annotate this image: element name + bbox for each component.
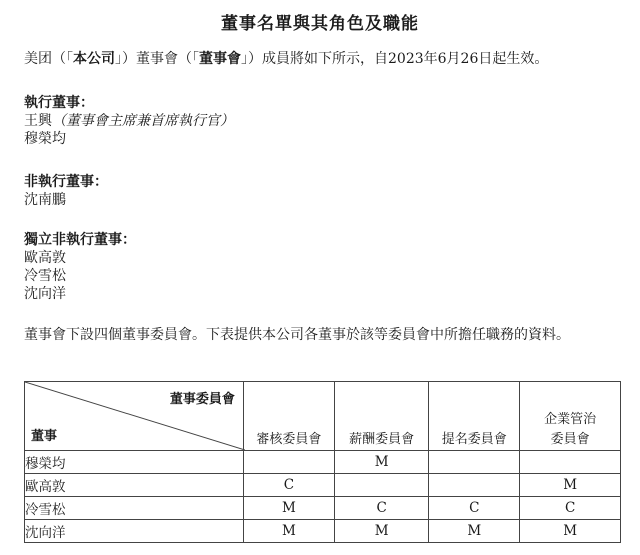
cell-governance [520, 451, 621, 474]
independent-director-1 [24, 249, 66, 267]
diagonal-header-cell [25, 382, 244, 451]
header-director-label: 董事 [31, 429, 58, 444]
director-role: （董事會主席兼首席執行官） [52, 113, 234, 129]
independent-director-3 [24, 285, 66, 303]
cell-audit: M [243, 520, 334, 543]
column-header-governance-label: 企業管治委員會 [544, 412, 597, 447]
executive-directors-heading: 執行董事： [24, 95, 94, 111]
table-row [25, 520, 621, 543]
committee-table [24, 381, 621, 543]
director-name: 沈向洋 [24, 286, 66, 302]
director-name: 王興 [24, 113, 52, 129]
cell-remuneration [335, 474, 429, 497]
executive-director-1 [24, 112, 234, 130]
committee-paragraph: 董事會下設四個董事委員會。下表提供本公司各董事於該等委員會中所擔任職務的資料。 [24, 327, 570, 343]
table-row [25, 451, 621, 474]
independent-directors-heading: 獨立非執行董事： [24, 232, 136, 248]
column-header-nomination [429, 382, 520, 451]
cell-audit [243, 451, 334, 474]
intro-text-1: 美团（「 [24, 51, 73, 67]
header-committee-label: 董事委員會 [169, 392, 235, 407]
table-row [25, 474, 621, 497]
intro-text-2: 」）董事會（「 [115, 51, 199, 67]
cell-remuneration: M [335, 451, 429, 474]
director-name: 沈南鵬 [24, 192, 66, 208]
cell-remuneration: M [335, 520, 429, 543]
cell-nomination: C [429, 497, 520, 520]
table-row [25, 497, 621, 520]
cell-governance: M [520, 474, 621, 497]
row-director-name: 歐高敦 [25, 474, 244, 497]
cell-nomination [429, 474, 520, 497]
non-executive-directors-heading: 非執行董事： [24, 174, 108, 190]
cell-nomination [429, 451, 520, 474]
column-header-remuneration: 薪酬委員會 [335, 382, 429, 451]
independent-director-2 [24, 267, 66, 285]
column-header-nomination-label: 提名委員會 [441, 432, 507, 447]
row-director-name: 穆榮均 [25, 451, 244, 474]
page-title: 董事名單與其角色及職能 [221, 14, 419, 34]
intro-term-board: 董事會 [199, 51, 241, 67]
intro-paragraph [24, 48, 624, 70]
column-header-governance [520, 382, 621, 451]
cell-audit: M [243, 497, 334, 520]
cell-governance: M [520, 520, 621, 543]
non-executive-director-1 [24, 191, 66, 209]
cell-governance: C [520, 497, 621, 520]
table-header-row [25, 382, 621, 451]
column-header-audit: 審核委員會 [243, 382, 334, 451]
cell-audit: C [243, 474, 334, 497]
intro-text-3: 」）成員將如下所示，自2023年6月26日起生效。 [241, 51, 549, 67]
intro-term-company: 本公司 [73, 51, 115, 67]
director-name: 冷雪松 [24, 268, 66, 284]
executive-director-2 [24, 130, 66, 148]
cell-remuneration: C [335, 497, 429, 520]
director-name: 歐高敦 [24, 250, 66, 266]
row-director-name: 冷雪松 [25, 497, 244, 520]
cell-nomination: M [429, 520, 520, 543]
row-director-name: 沈向洋 [25, 520, 244, 543]
director-name: 穆榮均 [24, 131, 66, 147]
